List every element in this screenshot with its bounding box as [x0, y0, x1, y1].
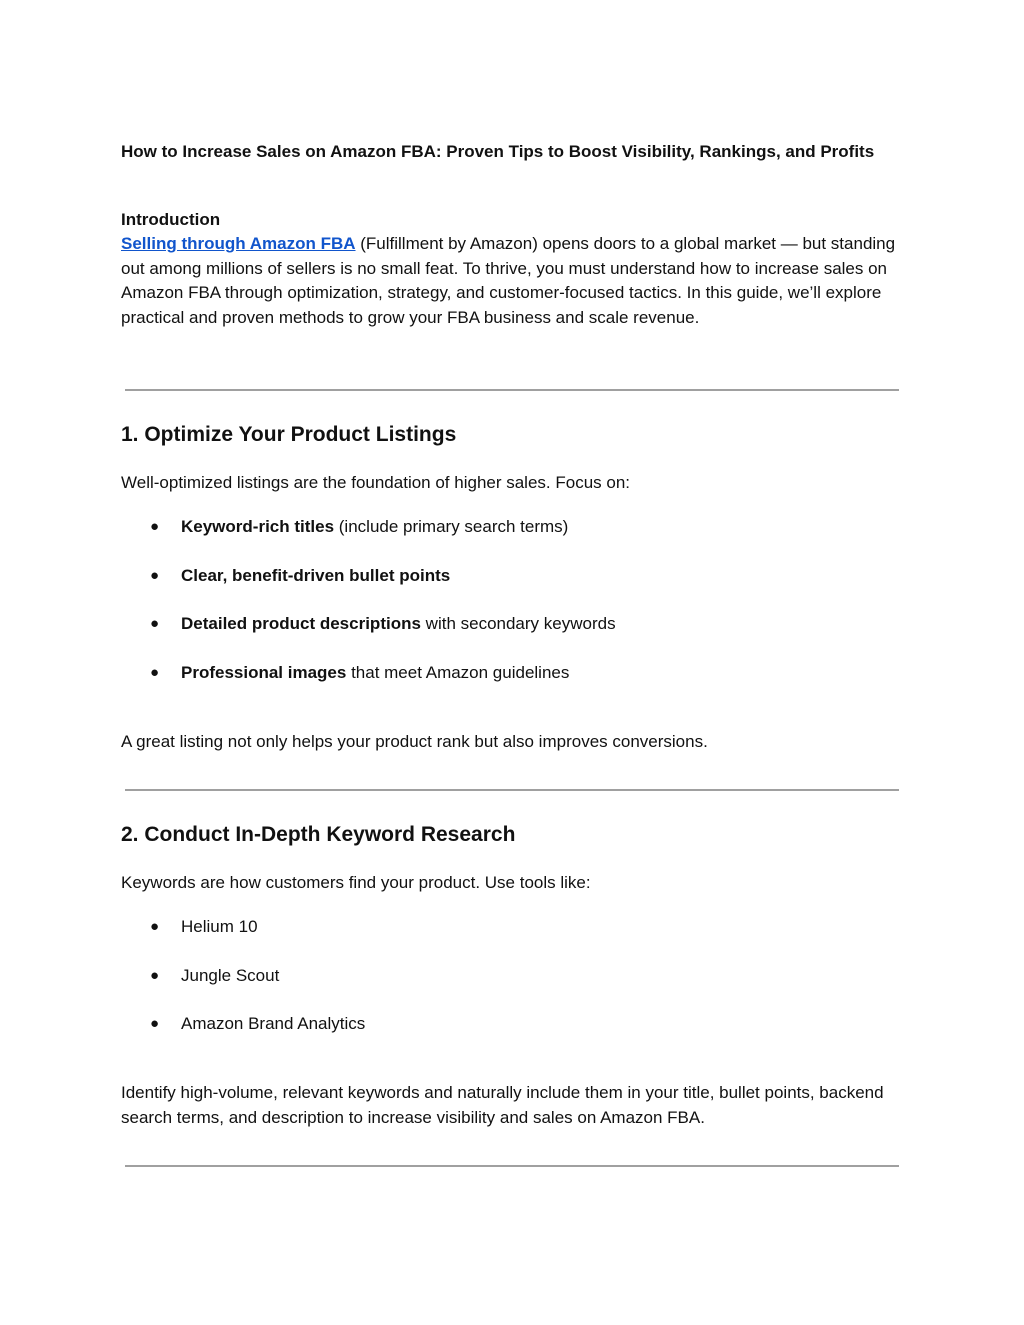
list-item-rest: (include primary search terms) [334, 517, 569, 536]
list-item-rest: Jungle Scout [181, 965, 280, 985]
list-item-bold: Keyword-rich titles [181, 517, 335, 536]
list-item-text [181, 964, 279, 988]
section-1-heading: 1. Optimize Your Product Listings [121, 423, 457, 446]
horizontal-rule [125, 1165, 899, 1167]
list-item-text [181, 564, 450, 588]
intro-heading: Introduction [121, 210, 221, 229]
section-1-lead: Well-optimized listings are the foundation of higher sales. Focus on: [121, 473, 631, 492]
list-item-text [181, 661, 569, 685]
list-item-text [181, 612, 616, 636]
intro-paragraph [121, 232, 901, 330]
bullet-icon: ● [150, 664, 160, 682]
section-2-closing: Identify high-volume, relevant keywords and naturally include them in your title, bullet points, backend search terms, and description to increase visibility and sales on Amazon FBA. [121, 1083, 884, 1127]
document-title: How to Increase Sales on Amazon FBA: Proven Tips to Boost Visibility, Rankings, and Profits [121, 142, 875, 161]
list-item-text [181, 515, 568, 539]
intro-text: (Fulfillment by Amazon) opens doors to a global market — but standing out among millions of sellers is no small feat. To thrive, you must understand how to increase sales on Amazon FBA through optimization, strategy, and customer-focused tactics. In this guide, we’ll explore practical and proven methods to grow your FBA business and scale revenue. [121, 234, 896, 327]
list-item-bold: Clear, benefit-driven bullet points [181, 565, 451, 585]
horizontal-rule [125, 389, 899, 391]
list-item-rest: with secondary keywords [420, 614, 616, 634]
bullet-icon: ● [150, 918, 160, 935]
selling-through-amazon-fba-link[interactable]: Selling through Amazon FBA [121, 234, 356, 253]
bullet-icon: ● [150, 566, 160, 584]
bullet-icon: ● [150, 966, 160, 984]
list-item-bold: Detailed product descriptions [181, 614, 421, 634]
bullet-icon: ● [150, 518, 160, 535]
list-item-rest: Amazon Brand Analytics [181, 1014, 366, 1034]
bullet-icon: ● [150, 615, 160, 633]
bullet-icon: ● [150, 1015, 160, 1033]
section-1-closing: A great listing not only helps your product rank but also improves conversions. [121, 732, 708, 751]
list-item-text [181, 915, 258, 939]
list-item-text [181, 1012, 365, 1036]
horizontal-rule [125, 789, 899, 791]
list-item-rest: that meet Amazon guidelines [346, 663, 570, 683]
section-2-lead: Keywords are how customers find your product. Use tools like: [121, 873, 591, 892]
list-item-bold: Professional images [181, 663, 347, 683]
section-2-heading: 2. Conduct In-Depth Keyword Research [121, 823, 516, 846]
list-item-rest: Helium 10 [181, 917, 258, 936]
